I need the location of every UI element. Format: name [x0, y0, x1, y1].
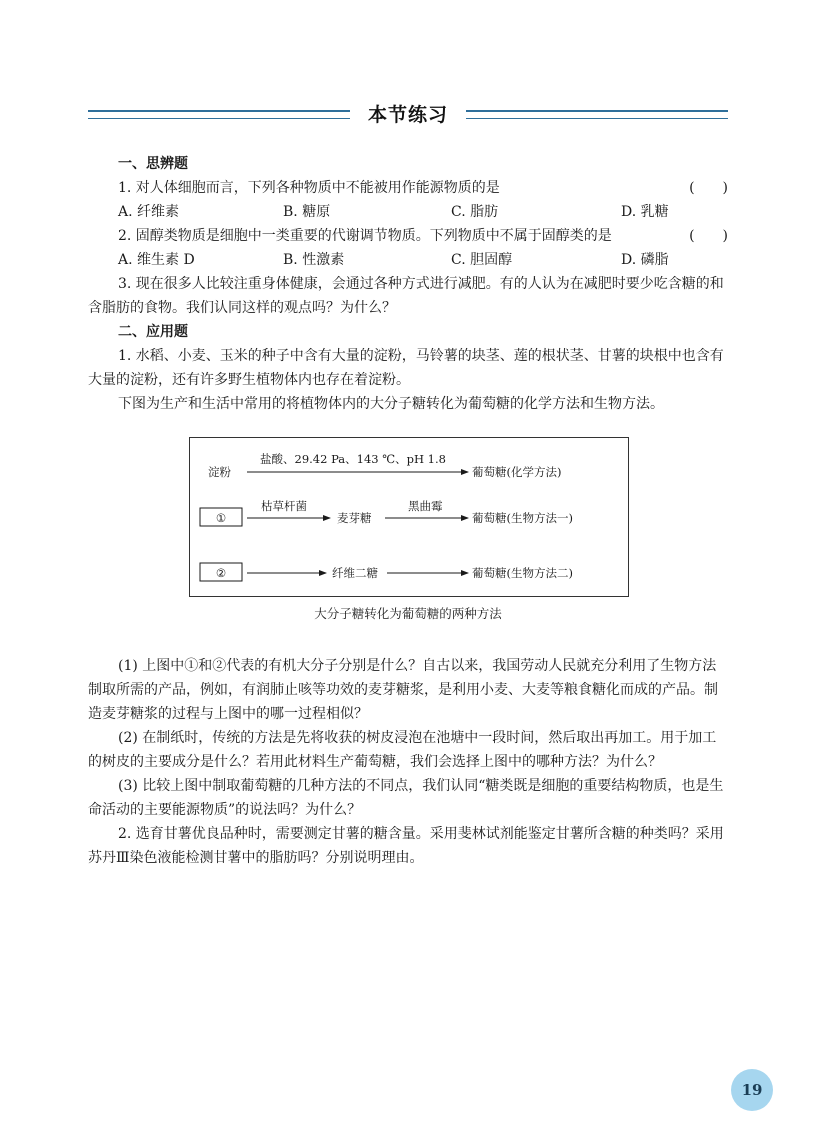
question-1-options [88, 200, 728, 224]
answer-bracket-2: ( ) [689, 228, 728, 244]
option-a: A. 纤维素 [118, 204, 180, 220]
figure-container [88, 416, 728, 654]
question-2 [88, 224, 728, 248]
bacillus-label: 枯草杆菌 [261, 499, 307, 513]
blank-box-2-label: ② [215, 566, 227, 580]
option-b: B. 性激素 [283, 252, 345, 268]
exercise-content [88, 152, 728, 870]
question-2-text: 2. 固醇类物质是细胞中一类重要的代谢调节物质。下列物质中不属于固醇类的是 [118, 228, 612, 244]
option-d: D. 磷脂 [621, 252, 669, 268]
conversion-diagram-svg [190, 438, 628, 596]
header-rule-right [466, 110, 728, 119]
sub-question-2: (2) 在制纸时，传统的方法是先将收获的树皮浸泡在池塘中一段时间，然后取出再加工。用于加工的树皮的主要成分是什么？若用此材料生产葡萄糖，我们会选择上图中的哪种方法？为什么？ [88, 730, 717, 770]
option-c: C. 胆固醇 [451, 252, 513, 268]
cellobiose-label: 纤维二糖 [332, 566, 378, 580]
option-d: D. 乳糖 [621, 204, 669, 220]
aspergillus-label: 黑曲霉 [408, 499, 443, 513]
application-question-2: 2. 选育甘薯优良品种时，需要测定甘薯的糖含量。采用斐林试剂能鉴定甘薯所含糖的种类吗？采用苏丹Ⅲ染色液能检测甘薯中的脂肪吗？分别说明理由。 [88, 826, 724, 866]
page-number-badge: 19 [731, 1069, 773, 1111]
section-heading-application: 二、应用题 [118, 324, 188, 340]
blank-box-1-label: ① [215, 511, 227, 525]
question-2-options [88, 248, 728, 272]
option-b: B. 糖原 [283, 204, 331, 220]
section-heading-discussion: 一、思辨题 [118, 156, 188, 172]
option-a: A. 维生素 D [118, 252, 195, 268]
option-c: C. 脂肪 [451, 204, 499, 220]
section-header [88, 100, 728, 128]
conversion-diagram [189, 437, 629, 597]
question-1 [88, 176, 728, 200]
header-rule-left [88, 110, 350, 119]
starch-label: 淀粉 [208, 465, 231, 479]
answer-bracket-1: ( ) [689, 180, 728, 196]
figure-lead-text: 下图为生产和生活中常用的将植物体内的大分子糖转化为葡萄糖的化学方法和生物方法。 [118, 396, 664, 412]
question-3: 3. 现在很多人比较注重身体健康，会通过各种方式进行减肥。有的人认为在减肥时要少吃含糖的和含脂肪的食物。我们认同这样的观点吗？为什么？ [88, 276, 724, 316]
sub-question-3: (3) 比较上图中制取葡萄糖的几种方法的不同点，我们认同“糖类既是细胞的重要结构物质，也是生命活动的主要能源物质”的说法吗？为什么？ [88, 778, 724, 818]
glucose-bio2-label: 葡萄糖(生物方法二) [472, 566, 573, 580]
glucose-bio1-label: 葡萄糖(生物方法一) [472, 511, 573, 525]
sub-question-1: (1) 上图中①和②代表的有机大分子分别是什么？自古以来，我国劳动人民就充分利用了生物方法制取所需的产品，例如，有润肺止咳等功效的麦芽糖浆，是利用小麦、大麦等粮食糖化而成的产品。制造麦芽糖浆的过程与上图中的哪一过程相似？ [88, 658, 718, 722]
section-title: 本节练习 [367, 104, 448, 126]
chemical-condition-label: 盐酸、29.42 Pa、143 ℃、pH 1.8 [260, 452, 446, 466]
maltose-label: 麦芽糖 [337, 511, 372, 525]
glucose-chemical-label: 葡萄糖(化学方法) [472, 465, 562, 479]
figure-caption: 大分子糖转化为葡萄糖的两种方法 [314, 606, 502, 621]
question-1-text: 1. 对人体细胞而言，下列各种物质中不能被用作能源物质的是 [118, 180, 500, 196]
application-question-1-intro: 1. 水稻、小麦、玉米的种子中含有大量的淀粉，马铃薯的块茎、莲的根状茎、甘薯的块根中也含有大量的淀粉，还有许多野生植物体内也存在着淀粉。 [88, 348, 724, 388]
